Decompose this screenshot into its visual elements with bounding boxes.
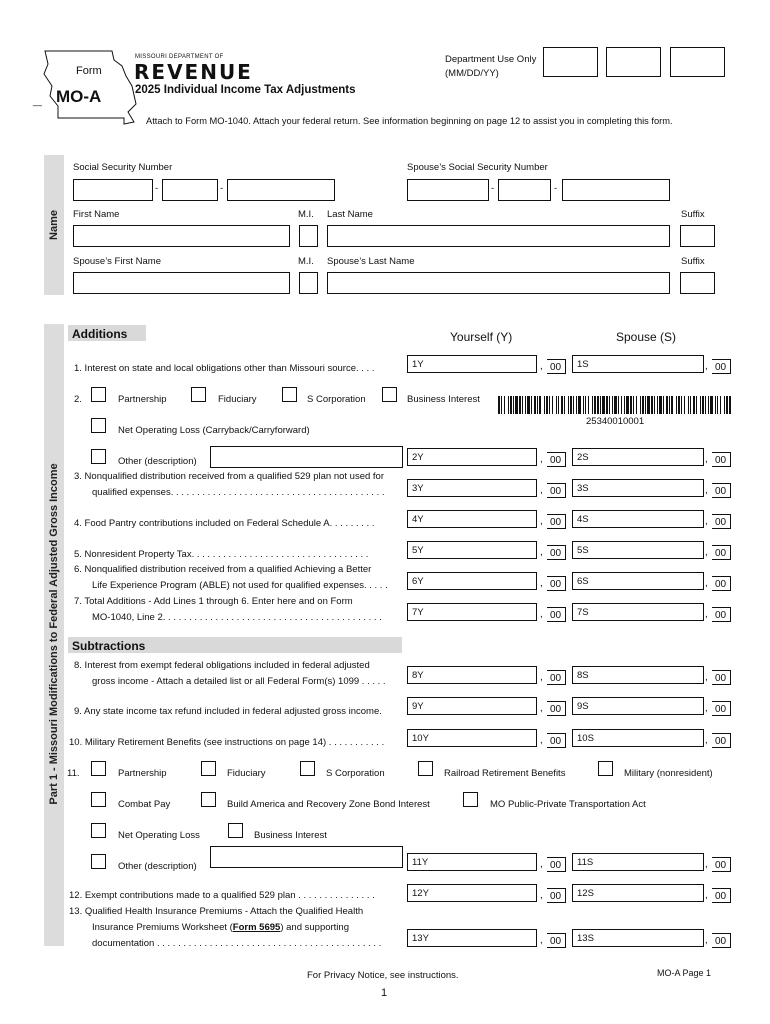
dept-use-date-format: (MM/DD/YY) [445, 68, 499, 79]
cents-zero: 00 [547, 888, 566, 903]
yourself-amount-input[interactable] [436, 729, 537, 747]
line2-business-interest-label: Business Interest [407, 394, 480, 405]
name-side-label: Name [48, 210, 60, 240]
s-line-code: 7S [572, 603, 602, 621]
subtractions-header: Subtractions [68, 637, 402, 653]
line2-other-description-input[interactable] [210, 446, 403, 468]
line11-fiduciary-label: Fiduciary [227, 768, 266, 779]
s-line-code: 4S [572, 510, 602, 528]
dept-use-year-box [670, 47, 725, 77]
mi-label: M.I. [298, 209, 314, 220]
line7-text: 7. Total Additions - Add Lines 1 through 6. Enter here and on Form [74, 596, 353, 607]
line2-partnership-label: Partnership [118, 394, 167, 405]
mi-input[interactable] [299, 225, 318, 247]
y-line-code: 9Y [407, 697, 437, 715]
yourself-amount-input[interactable] [436, 884, 537, 902]
attach-note: Attach to Form MO-1040. Attach your federal return. See information beginning on page 12 to assist you in completing this form. [146, 116, 673, 126]
decimal-separator: , [540, 485, 543, 496]
decimal-separator: , [705, 454, 708, 465]
decimal-separator: , [705, 485, 708, 496]
line2-s-corporation-label: S Corporation [307, 394, 366, 405]
line6-text-cont: Life Experience Program (ABLE) not used for qualified expenses. . . . . [92, 580, 388, 591]
yourself-amount-input[interactable] [436, 448, 537, 466]
y-line-code: 2Y [407, 448, 437, 466]
cents-zero: 00 [712, 733, 731, 748]
form-title: 2025 Individual Income Tax Adjustments [135, 84, 356, 96]
line11-mo-public-private-label: MO Public-Private Transportation Act [490, 799, 646, 810]
ssn-label: Social Security Number [73, 162, 173, 173]
line11-partnership-label: Partnership [118, 768, 167, 779]
spouse-last-name-label: Spouse’s Last Name [327, 256, 415, 267]
spouse-ssn-part3-input[interactable] [562, 179, 670, 201]
decimal-separator: , [705, 890, 708, 901]
decimal-separator: , [540, 935, 543, 946]
cents-zero: 00 [547, 607, 566, 622]
s-line-code: 12S [572, 884, 602, 902]
decimal-separator: , [540, 859, 543, 870]
decimal-separator: , [540, 547, 543, 558]
dept-logo-text: REVENUE [134, 60, 253, 84]
s-line-code: 3S [572, 479, 602, 497]
ssn-part3-input[interactable] [227, 179, 335, 201]
line1-text: 1. Interest on state and local obligations other than Missouri source. . . . [74, 363, 375, 374]
decimal-separator: , [705, 935, 708, 946]
cents-zero: 00 [547, 701, 566, 716]
yourself-amount-input[interactable] [436, 697, 537, 715]
y-line-code: 4Y [407, 510, 437, 528]
spouse-amount-input[interactable] [601, 448, 704, 466]
decimal-separator: , [705, 609, 708, 620]
yourself-amount-input[interactable] [436, 479, 537, 497]
spouse-amount-input[interactable] [601, 572, 704, 590]
s-line-code: 9S [572, 697, 602, 715]
line2-nol-checkbox[interactable] [91, 418, 106, 433]
ssn-dash: - [491, 183, 495, 194]
spouse-first-name-input[interactable] [73, 272, 290, 294]
line2-fiduciary-label: Fiduciary [218, 394, 257, 405]
cents-zero: 00 [712, 514, 731, 529]
cents-zero: 00 [547, 545, 566, 560]
cents-zero: 00 [547, 514, 566, 529]
suffix-label: Suffix [681, 209, 705, 220]
s-line-code: 8S [572, 666, 602, 684]
spouse-ssn-part2-input[interactable] [498, 179, 551, 201]
cents-zero: 00 [712, 452, 731, 467]
spouse-mi-input[interactable] [299, 272, 318, 294]
part1-sidebar [44, 324, 64, 946]
line11-military-nonresident-label: Military (nonresident) [624, 768, 713, 779]
line8-text: 8. Interest from exempt federal obligations included in federal adjusted [74, 660, 370, 671]
cents-zero: 00 [712, 359, 731, 374]
cents-zero: 00 [547, 933, 566, 948]
cents-zero: 00 [547, 576, 566, 591]
decimal-separator: , [540, 703, 543, 714]
line11-nol-checkbox[interactable] [91, 823, 106, 838]
decimal-separator: , [540, 609, 543, 620]
line11-s-corporation-checkbox[interactable] [300, 761, 315, 776]
line5-text: 5. Nonresident Property Tax. . . . . . . . . . . . . . . . . . . . . . . . . . . . . . . . . . [74, 549, 369, 560]
cents-zero: 00 [712, 888, 731, 903]
y-line-code: 6Y [407, 572, 437, 590]
cents-zero: 00 [547, 483, 566, 498]
line13-text: 13. Qualified Health Insurance Premiums - Attach the Qualified Health [69, 906, 364, 917]
decimal-separator: , [540, 578, 543, 589]
spouse-amount-input[interactable] [601, 666, 704, 684]
decimal-separator: , [705, 735, 708, 746]
line2-s-corporation-checkbox[interactable] [282, 387, 297, 402]
yourself-amount-input[interactable] [436, 510, 537, 528]
line3-text: 3. Nonqualified distribution received from a qualified 529 plan not used for [74, 471, 384, 482]
s-line-code: 11S [572, 853, 602, 871]
spouse-suffix-input[interactable] [680, 272, 715, 294]
decimal-separator: , [705, 578, 708, 589]
line2-nol-label: Net Operating Loss (Carryback/Carryforward) [118, 425, 310, 436]
decimal-separator: , [540, 454, 543, 465]
decimal-separator: , [705, 516, 708, 527]
decimal-separator: , [540, 890, 543, 901]
spouse-amount-input[interactable] [601, 541, 704, 559]
line11-nol-label: Net Operating Loss [118, 830, 200, 841]
yourself-amount-input[interactable] [436, 355, 537, 373]
line2-business-interest-checkbox[interactable] [382, 387, 397, 402]
line7-text-cont: MO-1040, Line 2. . . . . . . . . . . . . . . . . . . . . . . . . . . . . . . . . . . . . . . . . . [92, 612, 382, 623]
ssn-dash: - [155, 183, 159, 194]
line3-text-cont: qualified expenses. . . . . . . . . . . . . . . . . . . . . . . . . . . . . . . . . . . . . . . . . [92, 487, 385, 498]
line11-other-description-input[interactable] [210, 846, 403, 868]
dept-use-label: Department Use Only [445, 54, 537, 65]
cents-zero: 00 [712, 576, 731, 591]
privacy-notice: For Privacy Notice, see instructions. [307, 970, 459, 981]
line2-other-checkbox[interactable] [91, 449, 106, 464]
barcode-number: 25340010001 [586, 416, 645, 427]
dept-use-month-box [543, 47, 598, 77]
cents-zero: 00 [547, 857, 566, 872]
line4-text: 4. Food Pantry contributions included on Federal Schedule A. . . . . . . . . [74, 518, 375, 529]
s-line-code: 6S [572, 572, 602, 590]
cents-zero: 00 [712, 857, 731, 872]
line11-military-nonresident-checkbox[interactable] [598, 761, 613, 776]
form-5695-link[interactable]: Form 5695 [232, 922, 281, 933]
y-line-code: 8Y [407, 666, 437, 684]
y-line-code: 3Y [407, 479, 437, 497]
s-line-code: 5S [572, 541, 602, 559]
line11-railroad-retirement-label: Railroad Retirement Benefits [444, 768, 566, 779]
ssn-part2-input[interactable] [162, 179, 218, 201]
cents-zero: 00 [712, 701, 731, 716]
line2-partnership-checkbox[interactable] [91, 387, 106, 402]
cents-zero: 00 [712, 483, 731, 498]
yourself-column-header: Yourself (Y) [450, 330, 513, 344]
line12-text: 12. Exempt contributions made to a qualified 529 plan . . . . . . . . . . . . . . . [69, 890, 375, 901]
line6-text: 6. Nonqualified distribution received from a qualified Achieving a Better [74, 564, 372, 575]
spouse-last-name-input[interactable] [327, 272, 670, 294]
line11-number: 11. [67, 768, 80, 779]
line11-mo-public-private-checkbox[interactable] [463, 792, 478, 807]
dept-small-text: MISSOURI DEPARTMENT OF [135, 54, 224, 60]
line9-text: 9. Any state income tax refund included in federal adjusted gross income. [74, 706, 382, 717]
cents-zero: 00 [547, 670, 566, 685]
spouse-suffix-label: Suffix [681, 256, 705, 267]
yourself-amount-input[interactable] [436, 541, 537, 559]
last-name-input[interactable] [327, 225, 670, 247]
line2-other-label: Other (description) [118, 456, 197, 467]
spouse-column-header: Spouse (S) [616, 330, 677, 344]
y-line-code: 10Y [407, 729, 437, 747]
cents-zero: 00 [712, 545, 731, 560]
line11-railroad-retirement-checkbox[interactable] [418, 761, 433, 776]
barcode-icon [498, 396, 732, 414]
spouse-ssn-part1-input[interactable] [407, 179, 489, 201]
y-line-code: 1Y [407, 355, 437, 373]
decimal-separator: , [705, 672, 708, 683]
y-line-code: 13Y [407, 929, 437, 947]
decimal-separator: , [540, 361, 543, 372]
dept-use-day-box [606, 47, 661, 77]
line11-combat-pay-label: Combat Pay [118, 799, 171, 810]
cents-zero: 00 [547, 733, 566, 748]
spouse-amount-input[interactable] [601, 729, 704, 747]
suffix-input[interactable] [680, 225, 715, 247]
line11-combat-pay-checkbox[interactable] [91, 792, 106, 807]
cents-zero: 00 [712, 933, 731, 948]
yourself-amount-input[interactable] [436, 853, 537, 871]
ssn-dash: - [554, 183, 558, 194]
name-sidebar [44, 155, 64, 295]
cents-zero: 00 [547, 359, 566, 374]
line13-text-cont2: documentation . . . . . . . . . . . . . . . . . . . . . . . . . . . . . . . . . . . . . . . . . . . [92, 938, 382, 949]
spouse-amount-input[interactable] [601, 355, 704, 373]
yourself-amount-input[interactable] [436, 572, 537, 590]
yourself-amount-input[interactable] [436, 929, 537, 947]
spouse-amount-input[interactable] [601, 853, 704, 871]
line11-other-label: Other (description) [118, 861, 197, 872]
decimal-separator: , [540, 735, 543, 746]
spouse-amount-input[interactable] [601, 603, 704, 621]
line11-business-interest-label: Business Interest [254, 830, 327, 841]
line11-partnership-checkbox[interactable] [91, 761, 106, 776]
line2-number: 2. [74, 394, 82, 405]
yourself-amount-input[interactable] [436, 666, 537, 684]
ssn-part1-input[interactable] [73, 179, 153, 201]
spouse-ssn-label: Spouse’s Social Security Number [407, 162, 548, 173]
line11-other-checkbox[interactable] [91, 854, 106, 869]
decimal-separator: , [540, 672, 543, 683]
y-line-code: 7Y [407, 603, 437, 621]
form-label: Form [76, 65, 102, 77]
s-line-code: 10S [572, 729, 602, 747]
spouse-amount-input[interactable] [601, 697, 704, 715]
y-line-code: 12Y [407, 884, 437, 902]
line8-text-cont: gross income - Attach a detailed list or all Federal Form(s) 1099 . . . . . [92, 676, 386, 687]
s-line-code: 13S [572, 929, 602, 947]
decimal-separator: , [705, 361, 708, 372]
part1-side-label: Part 1 - Missouri Modifications to Federal Adjusted Gross Income [48, 463, 60, 805]
spouse-amount-input[interactable] [601, 510, 704, 528]
line2-fiduciary-checkbox[interactable] [191, 387, 206, 402]
ssn-dash: - [220, 183, 224, 194]
page-number: 1 [381, 987, 388, 999]
spouse-mi-label: M.I. [298, 256, 314, 267]
decimal-separator: , [705, 859, 708, 870]
y-line-code: 11Y [407, 853, 437, 871]
decimal-separator: , [705, 703, 708, 714]
cents-zero: 00 [547, 452, 566, 467]
spouse-amount-input[interactable] [601, 479, 704, 497]
line13-text-pre: Insurance Premiums Worksheet ( [92, 922, 233, 933]
decimal-separator: , [540, 516, 543, 527]
line10-text: 10. Military Retirement Benefits (see instructions on page 14) . . . . . . . . . . . [69, 737, 385, 748]
s-line-code: 2S [572, 448, 602, 466]
spouse-first-name-label: Spouse’s First Name [73, 256, 161, 267]
last-name-label: Last Name [327, 209, 373, 220]
decimal-separator: , [705, 547, 708, 558]
additions-header: Additions [68, 325, 146, 341]
first-name-label: First Name [73, 209, 120, 220]
line11-business-interest-checkbox[interactable] [228, 823, 243, 838]
yourself-amount-input[interactable] [436, 603, 537, 621]
spouse-amount-input[interactable] [601, 884, 704, 902]
line13-text-post: ) and supporting [280, 922, 349, 933]
y-line-code: 5Y [407, 541, 437, 559]
page-label: MO-A Page 1 [657, 968, 712, 978]
line11-build-america-checkbox[interactable] [201, 792, 216, 807]
cents-zero: 00 [712, 670, 731, 685]
line13-text-cont [92, 922, 349, 933]
s-line-code: 1S [572, 355, 602, 373]
spouse-amount-input[interactable] [601, 929, 704, 947]
line11-s-corporation-label: S Corporation [326, 768, 385, 779]
line11-build-america-label: Build America and Recovery Zone Bond Interest [227, 799, 430, 810]
line11-fiduciary-checkbox[interactable] [201, 761, 216, 776]
form-id-dash: _ [33, 91, 42, 108]
cents-zero: 00 [712, 607, 731, 622]
first-name-input[interactable] [73, 225, 290, 247]
form-id: MO-A [56, 87, 102, 106]
